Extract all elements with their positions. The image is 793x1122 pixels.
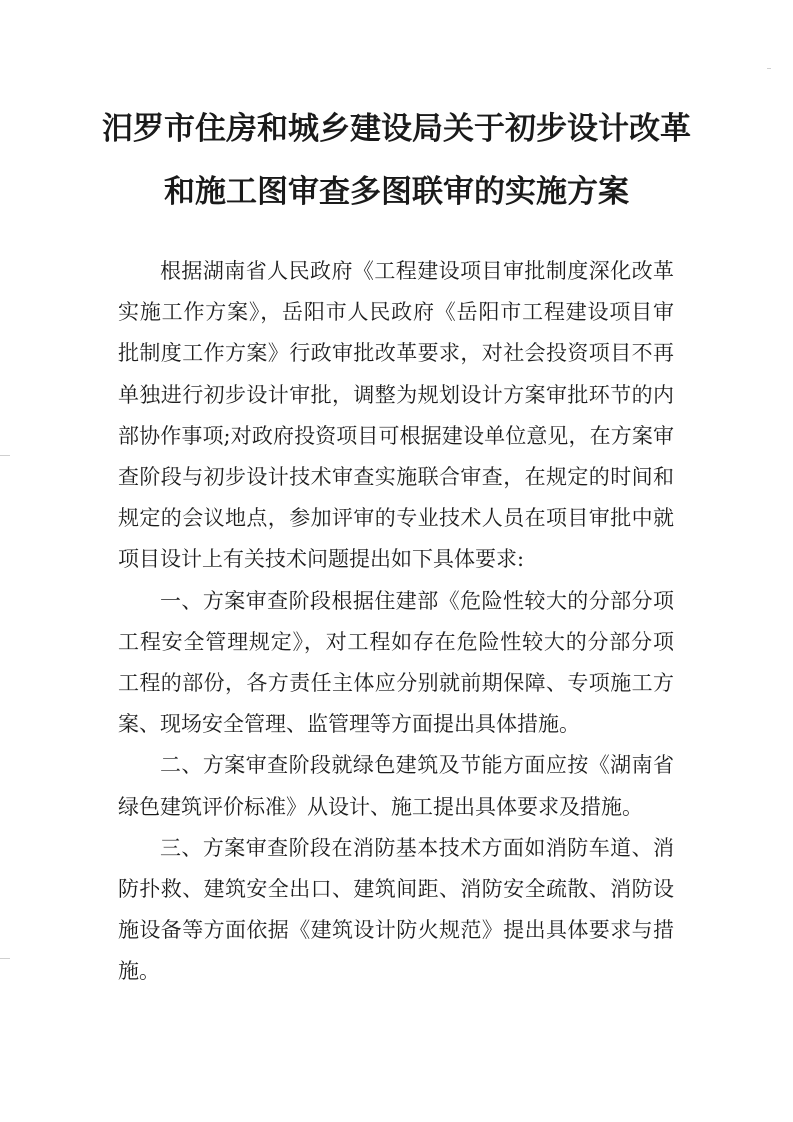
paragraph-intro: 根据湖南省人民政府《工程建设项目审批制度深化改革实施工作方案》，岳阳市人民政府《岳阳市工程建设项目审批制度工作方案》行政审批改革要求，对社会投资项目不再单独进行初步设计审批，调整为规划设计方案审批环节的内部协作事项;对政府投资项目可根据建设单位意见，在方案审查阶段与初步设计技术审查实施联合审查，在规定的时间和规定的会议地点，参加评审的专业技术人员在项目审批中就项目设计上有关技术问题提出如下具体要求:: [118, 259, 674, 572]
paragraph-item-3: 三、方案审查阶段在消防基本技术方面如消防车道、消防扑救、建筑安全出口、建筑间距、消防安全疏散、消防设施设备等方面依据《建筑设计防火规范》提出具体要求与措施。: [118, 835, 674, 984]
document-title-line-1: 汨罗市住房和城乡建设局关于初步设计改革: [102, 111, 691, 147]
paragraph-item-1: 一、方案审查阶段根据住建部《危险性较大的分部分项工程安全管理规定》，对工程如存在危险性较大的分部分项工程的部份，各方责任主体应分别就前期保障、专项施工方案、现场安全管理、监管理等方面提出具体措施。: [118, 588, 674, 737]
scan-mark: [767, 68, 771, 69]
document-body: [118, 251, 674, 993]
scan-mark: [0, 455, 10, 456]
paragraph-item-2: 二、方案审查阶段就绿色建筑及节能方面应按《湖南省绿色建筑评价标准》从设计、施工提出具体要求及措施。: [118, 753, 674, 819]
scan-mark: [0, 958, 10, 959]
document-title-line-2: 和施工图审查多图联审的实施方案: [164, 174, 629, 210]
